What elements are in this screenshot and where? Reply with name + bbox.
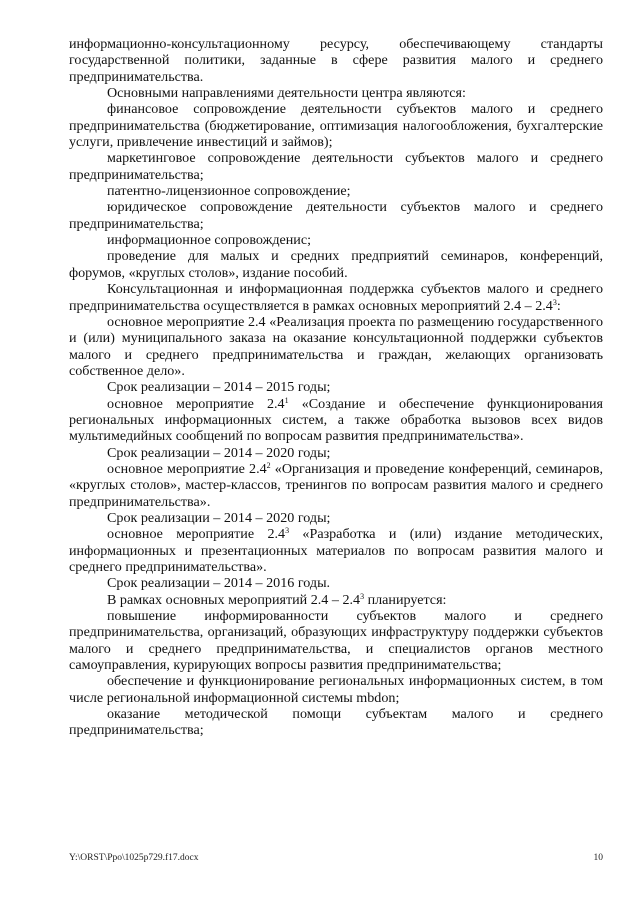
paragraph xyxy=(69,314,603,379)
paragraph-text-continued: планируется: xyxy=(364,591,447,608)
superscript-index: 3 xyxy=(285,526,290,536)
paragraph xyxy=(69,510,603,526)
paragraph-text-continued: : xyxy=(556,297,561,314)
paragraph xyxy=(69,101,603,150)
paragraph xyxy=(69,461,603,510)
superscript-index: 2 xyxy=(266,460,271,470)
paragraph xyxy=(69,706,603,739)
superscript-index: 3 xyxy=(360,591,365,601)
paragraph-text-continued: «Организация и проведение конференций, семинаров, «круглых столов», мастер-классов, тренингов по вопросам развития малого и среднего предпринимательства». xyxy=(69,460,603,510)
paragraph xyxy=(69,575,603,591)
paragraph-text: информационно-консультационному ресурсу, обеспечивающему стандарты государственной политики, заданные в сфере развития малого и среднего предпринимательства. xyxy=(69,36,603,85)
paragraph xyxy=(69,150,603,183)
paragraph xyxy=(69,248,603,281)
paragraph-text: Срок реализации – 2014 – 2020 годы; xyxy=(107,444,331,461)
paragraph xyxy=(69,281,603,314)
paragraph xyxy=(69,232,603,248)
paragraph-text: основное мероприятие 2.4 xyxy=(107,460,267,477)
file-path: Y:\ORST\Ppo\1025p729.f17.docx xyxy=(69,853,199,863)
paragraph xyxy=(69,85,603,101)
document-body xyxy=(69,36,603,739)
paragraph-text: повышение информированности субъектов малого и среднего предпринимательства, организаций, образующих инфраструктуру поддержки субъектов малого и среднего предпринимательства, и специалистов органов местного самоуправления, курирующих вопросы развития предпринимательства; xyxy=(69,608,603,674)
paragraph-text: основное мероприятие 2.4 xyxy=(107,526,286,543)
paragraph-text: Срок реализации – 2014 – 2015 годы; xyxy=(107,379,331,396)
paragraph-text: оказание методической помощи субъектам малого и среднего предпринимательства; xyxy=(69,706,603,739)
paragraph xyxy=(69,592,603,608)
paragraph-text: маркетинговое сопровождение деятельности субъектов малого и среднего предпринимательства; xyxy=(69,150,603,183)
paragraph-text: основное мероприятие 2.4 xyxy=(107,395,285,412)
paragraph xyxy=(69,379,603,395)
paragraph-text: Консультационная и информационная поддержка субъектов малого и среднего предпринимательства осуществляется в рамках основных мероприятий 2.4 – 2.4 xyxy=(69,281,603,314)
paragraph-text: обеспечение и функционирование региональных информационных систем, в том числе региональной информационной системы mbdon; xyxy=(69,673,603,706)
superscript-index: 3 xyxy=(552,297,557,307)
paragraph-text-continued: «Разработка и (или) издание методических, информационных и презентационных материалов по вопросам развития малого и среднего предпринимательства». xyxy=(69,526,603,575)
paragraph-text-continued: «Создание и обеспечение функционирования региональных информационных систем, а также обработка вызовов всех видов мультимедийных сообщений по вопросам развития предпринимательства». xyxy=(69,395,603,445)
page-number: 10 xyxy=(593,853,603,863)
paragraph-text: юридическое сопровождение деятельности субъектов малого и среднего предпринимательства; xyxy=(69,199,603,232)
paragraph-text: информационное сопровожденис; xyxy=(107,232,312,249)
paragraph xyxy=(69,608,603,673)
paragraph xyxy=(69,36,603,85)
paragraph xyxy=(69,673,603,706)
paragraph-text: Срок реализации – 2014 – 2020 годы; xyxy=(107,509,331,526)
paragraph xyxy=(69,396,603,445)
paragraph-text: Основными направлениями деятельности центра являются: xyxy=(107,85,466,102)
paragraph-text: патентно-лицензионное сопровождение; xyxy=(107,183,351,200)
paragraph xyxy=(69,526,603,575)
paragraph xyxy=(69,445,603,461)
paragraph-text: основное мероприятие 2.4 «Реализация проекта по размещению государственного и (или) муниципального заказа на оказание консультационной поддержки субъектов малого и среднего предпринимательства и граждан, желающих организовать собственное дело». xyxy=(69,313,603,379)
paragraph xyxy=(69,199,603,232)
superscript-index: 1 xyxy=(284,395,289,405)
paragraph-text: Срок реализации – 2014 – 2016 годы. xyxy=(107,575,331,592)
paragraph xyxy=(69,183,603,199)
paragraph-text: финансовое сопровождение деятельности субъектов малого и среднего предпринимательства (бюджетирование, оптимизация налогообложения, бухгалтерские услуги, привлечение инвестиций и займов); xyxy=(69,101,603,151)
paragraph-text: проведение для малых и средних предприятий семинаров, конференций, форумов, «круглых столов», издание пособий. xyxy=(69,248,603,281)
paragraph-text: В рамках основных мероприятий 2.4 – 2.4 xyxy=(107,591,361,608)
